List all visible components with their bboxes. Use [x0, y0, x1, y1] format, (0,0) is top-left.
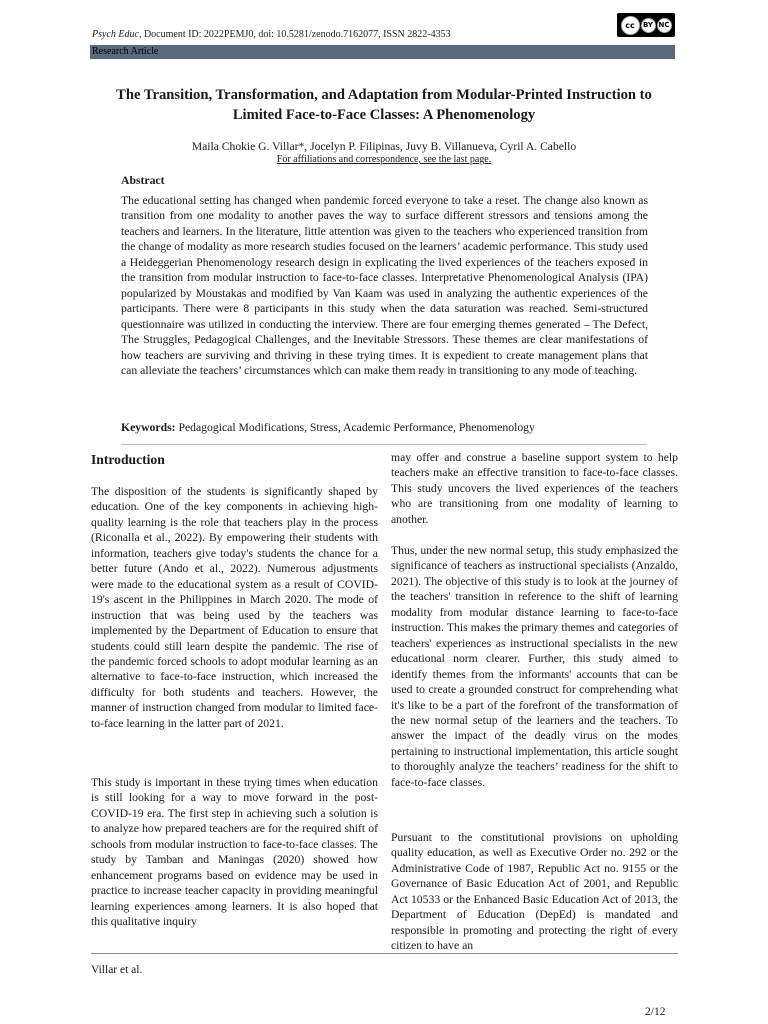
journal-citation [92, 29, 451, 40]
paragraph-text: This study is important in these trying times when education is still looking for a way to move forward in the post-COVID-19 era. The first step in achieving such a solution is to analyze how prepared teachers are for the required shift of schools from modular instruction to face-to-face classes. The study by Tamban and Maningas (2020) showed how enhancement programs based on evidence may be used in practice to increase teacher capacity in providing meaningful learning experiences among learners. It is also hoped that this qualitative inquiry [91, 776, 378, 929]
author-list: Maila Chokie G. Villar*, Jocelyn P. Filipinas, Juvy B. Villanueva, Cyril A. Cabello [191, 140, 577, 153]
affiliation-link[interactable]: For affiliations and correspondence, see the last page. [276, 154, 492, 165]
cc-license-badge[interactable] [617, 13, 675, 37]
title-line-2: Limited Face-to-Face Classes: A Phenomenology [232, 107, 536, 123]
nc-icon: NC [657, 18, 672, 33]
keywords [121, 421, 648, 434]
page-number: 2/12 [645, 1006, 666, 1018]
article-type-bar [90, 45, 675, 59]
keywords-label: Keywords: [121, 421, 176, 434]
by-icon: BY [641, 18, 656, 33]
journal-name: Psych Educ [92, 29, 139, 40]
paragraph-text: Thus, under the new normal setup, this study emphasized the significance of teachers as instructional specialists (Anzaldo, 2021). The objective of this study is to look at the journey of the teachers' transition in reference to the shift of learning modality from modular distance learning to face-to-face instruction. This makes the primary themes and categories of teachers' experiences as instructional specialists in the new educational norm clearer. Further, this study aimed to identify themes from the informants' accounts that can be used to create a grounded construct for comprehending what it's like to be a part of the forefront of the transformation of the new normal setup of the learners and the teachers. To answer the impact of the deadly virus on the modes pertaining to instructional implementation, this article sought to thoroughly analyze the teachers’ readiness for the shift to face-to-face classes. [391, 544, 678, 789]
paper-title [90, 85, 678, 125]
footer-authors: Villar et al. [91, 964, 143, 976]
paragraph-text: The disposition of the students is significantly shaped by education. One of the key components in achieving high-quality learning is the role that teachers play in the process (Riconalla et al., 2022). By empowering their students with information, teachers give today's students the chance for a better future (Ando et al., 2022). Numerous adjustments were made to the educational system as a result of COVID-19's ascent in the Philippines in March 2020. The mode of instruction that was being used by the teachers was implemented by the Department of Education to ensure that students could still learn despite the pandemic. The rise of the pandemic forced schools to adopt modular learning as an alternative to face-to-face instruction, which increased the difficulty for both students and teachers. However, the manner of instruction changed from modular to limited face-to-face learning in the latter part of 2021. [91, 485, 378, 730]
keywords-text: Pedagogical Modifications, Stress, Academic Performance, Phenomenology [175, 421, 535, 434]
paragraph-text: Pursuant to the constitutional provisions on upholding quality education, as well as Executive Order no. 292 or the Administrative Code of 1987, Republic Act no. 9155 or the Governance of Basic Education Act of 2001, and Republic Act 10533 or the Enhanced Basic Education Act of 2013, the Department of Education (DepEd) is mandated and responsible in promoting and protecting the right of every citizen to have an [391, 831, 678, 953]
title-line-1: The Transition, Transformation, and Adaptation from Modular-Printed Instruction to [116, 87, 652, 103]
introduction-heading: Introduction [91, 452, 165, 467]
intro-paragraph-1 [91, 484, 378, 731]
cc-icon: cc [621, 16, 640, 35]
abstract-text: The educational setting has changed when pandemic forced everyone to take a reset. The change also known as transition from one modality to another paves the way to surface different stressors and tensions among the teachers and learners. In the literature, little attention was given to the teachers who experienced transition from the change of modality as more research studies focused on the learners’ academic performance. This study used a Heideggerian Phenomenology research design in explicating the lived experiences of the teachers exposed in the transition from modular instruction to face-to-face classes. Interpretative Phenomenological Analysis (IPA) popularized by Moustakas and modified by Van Kaam was used in analyzing the authentic experiences of the participants. There were 8 participants in this study when the data saturation was reached. Semi-structured questionnaire was utilized in conducting the interview. There are four emerging themes generated – The Defect, The Struggles, Pedagogical Challenges, and the Inevitable Stressors. These themes are clear manifestations of how teachers are surviving and thriving in these trying times. It is expedient to create management plans that can alleviate the teachers’ circumstances which can make them ready in transitioning to any mode of teaching. [121, 194, 648, 377]
intro-paragraph-2 [91, 775, 378, 930]
paragraph-text: may offer and construe a baseline support system to help teachers make an effective transition to face-to-face classes. This study uncovers the lived experiences of the teachers who are transitioning from one modality of learning to another. [391, 451, 678, 526]
footer-divider [91, 953, 678, 954]
abstract-divider [121, 444, 647, 445]
abstract-heading: Abstract [121, 174, 165, 187]
journal-meta: , Document ID: 2022PEMJ0, doi: 10.5281/zenodo.7162077, ISSN 2822-4353 [138, 29, 451, 40]
intro-paragraph-4 [391, 830, 678, 954]
article-type: Research Article [92, 46, 159, 57]
intro-paragraph-3 [391, 543, 678, 790]
intro-paragraph-2-cont [391, 450, 678, 527]
